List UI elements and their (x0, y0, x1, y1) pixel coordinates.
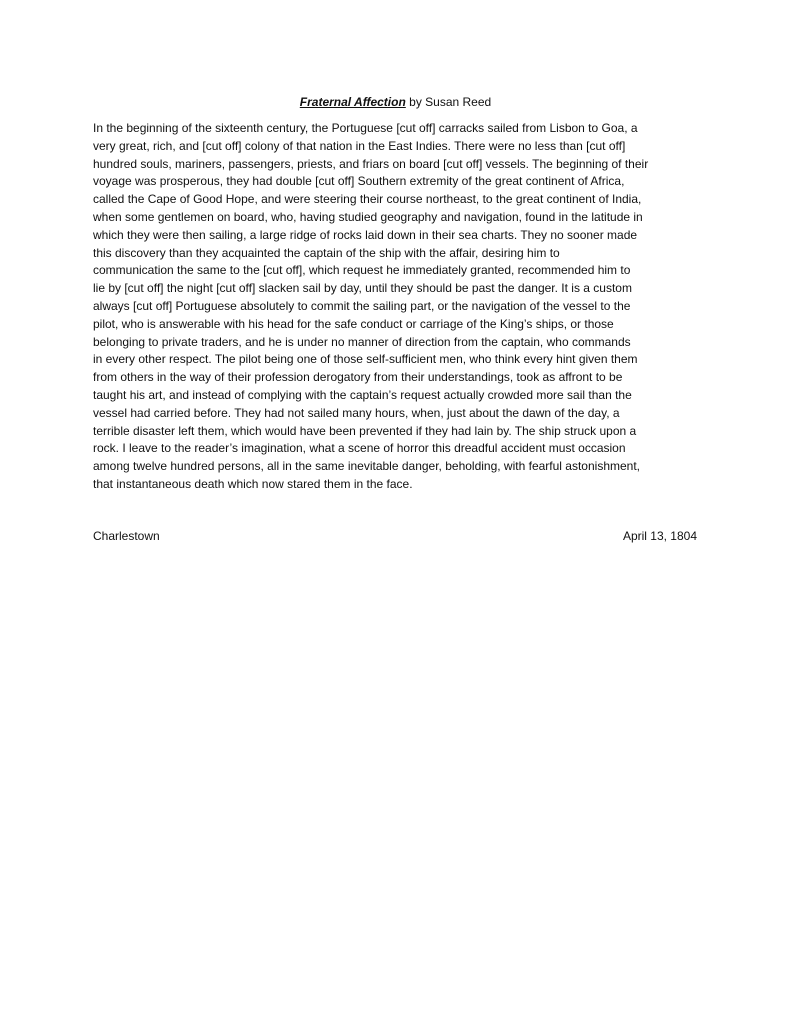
place-name: Charlestown (93, 529, 160, 543)
document-title (0, 94, 791, 110)
author-byline: by Susan Reed (405, 95, 492, 109)
body-line: this discovery than they acquainted the captain of the ship with the affair, desiring him to (93, 245, 560, 260)
body-line: very great, rich, and [cut off] colony of that nation in the East Indies. There were no less than [cut off] (93, 138, 626, 153)
body-line: pilot, who is answerable with his head for the safe conduct or carriage of the King’s ships, or those (93, 316, 614, 331)
body-line: lie by [cut off] the night [cut off] slacken sail by day, until they should be past the danger. It is a custom (93, 281, 632, 296)
body-line: hundred souls, mariners, passengers, priests, and friars on board [cut off] vessels. The beginning of their (93, 156, 649, 171)
body-line: terrible disaster left them, which would have been prevented if they had lain by. The ship struck upon a (93, 423, 637, 438)
body-line: which they were then sailing, a large ridge of rocks laid down in their sea charts. They no sooner made (93, 227, 638, 242)
body-paragraph (93, 120, 699, 494)
body-line: belonging to private traders, and he is under no manner of direction from the captain, who commands (93, 334, 631, 349)
body-line: In the beginning of the sixteenth century, the Portuguese [cut off] carracks sailed from Lisbon to Goa, a (93, 121, 638, 135)
body-line: taught his art, and instead of complying with the captain’s request actually crowded more sail than the (93, 387, 632, 402)
body-line: communication the same to the [cut off], which request he immediately granted, recommended him to (93, 263, 631, 278)
document-date: April 13, 1804 (622, 529, 697, 543)
body-line: among twelve hundred persons, all in the same inevitable danger, beholding, with fearful astonishment, (93, 459, 641, 474)
body-line: vessel had carried before. They had not sailed many hours, when, just about the dawn of the day, a (93, 405, 620, 420)
body-line: called the Cape of Good Hope, and were steering their course northeast, to the great continent of India, (93, 192, 642, 207)
body-line: voyage was prosperous, they had double [cut off] Southern extremity of the great continent of Africa, (93, 174, 625, 189)
body-line: in every other respect. The pilot being one of those self-sufficient men, who think every hint given them (93, 352, 638, 367)
body-line: from others in the way of their profession derogatory from their understandings, took as affront to be (93, 370, 623, 385)
body-line: when some gentlemen on board, who, having studied geography and navigation, found in the latitude in (93, 209, 643, 224)
body-line: rock. I leave to the reader’s imagination, what a scene of horror this dreadful accident must occasion (93, 441, 626, 456)
work-title: Fraternal Affection (299, 95, 406, 109)
body-line: that instantaneous death which now stared them in the face. (93, 476, 413, 491)
body-line: always [cut off] Portuguese absolutely to commit the sailing part, or the navigation of the vessel to the (93, 298, 631, 313)
